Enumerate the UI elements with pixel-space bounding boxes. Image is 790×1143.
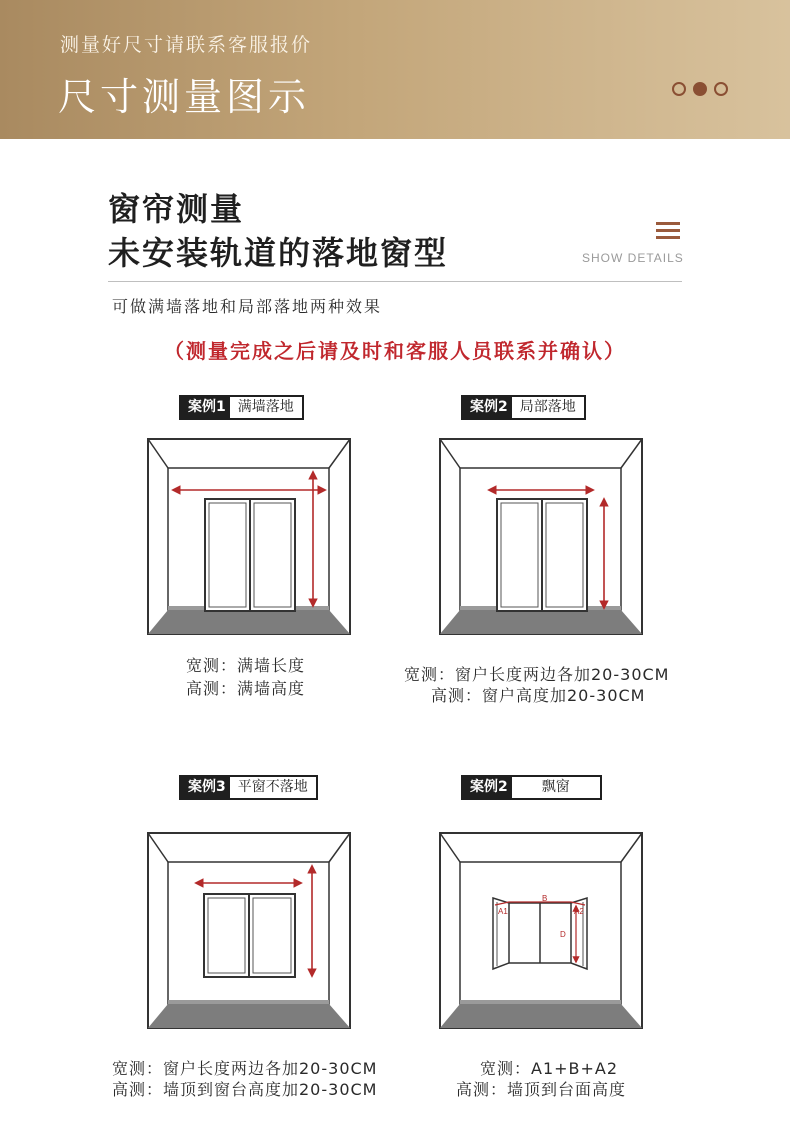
case-tag: 案例2 bbox=[470, 779, 508, 795]
header-subtitle: 测量好尺寸请联系客服报价 bbox=[60, 34, 313, 56]
case-height-caption: 高测：满墙高度 bbox=[186, 679, 306, 698]
hamburger-menu-icon[interactable] bbox=[656, 222, 680, 240]
show-details-link[interactable]: SHOW DETAILS bbox=[582, 251, 684, 265]
diagram-full-wall-floor bbox=[147, 438, 351, 635]
case-name: 平窗不落地 bbox=[230, 777, 316, 798]
diagram-bay-window bbox=[439, 832, 643, 1029]
case-width-caption: 宽测：窗户长度两边各加20-30CM bbox=[404, 665, 670, 684]
case-height-caption: 高测：墙顶到台面高度 bbox=[456, 1080, 627, 1099]
header-title: 尺寸测量图示 bbox=[58, 75, 311, 119]
carousel-dots bbox=[672, 82, 728, 96]
case-width-caption: 宽测：A1+B+A2 bbox=[480, 1059, 619, 1078]
carousel-dot[interactable] bbox=[714, 82, 728, 96]
section-title-line1: 窗帘测量 bbox=[108, 190, 245, 228]
carousel-dot-active[interactable] bbox=[693, 82, 707, 96]
label-a1: A1 bbox=[498, 907, 508, 916]
case-width-caption: 宽测：满墙长度 bbox=[186, 656, 306, 675]
divider bbox=[108, 281, 682, 282]
section-title-line2: 未安装轨道的落地窗型 bbox=[108, 234, 449, 272]
case-label-1 bbox=[179, 395, 304, 420]
case-height-caption: 高测：墙顶到窗台高度加20-30CM bbox=[112, 1080, 378, 1099]
case-name: 飘窗 bbox=[512, 777, 600, 798]
case-label-3 bbox=[179, 775, 318, 800]
case-name: 满墙落地 bbox=[230, 397, 302, 418]
case-label-2 bbox=[461, 395, 586, 420]
case-label-4 bbox=[461, 775, 602, 800]
case-width-caption: 宽测：窗户长度两边各加20-30CM bbox=[112, 1059, 378, 1078]
notice-text: （测量完成之后请及时和客服人员联系并确认） bbox=[164, 339, 626, 363]
diagram-partial-floor bbox=[439, 438, 643, 635]
section-description: 可做满墙落地和局部落地两种效果 bbox=[112, 297, 383, 316]
label-d: D bbox=[560, 930, 566, 939]
case-tag: 案例2 bbox=[470, 399, 508, 415]
label-a2: A2 bbox=[574, 907, 584, 916]
diagram-flat-window bbox=[147, 832, 351, 1029]
carousel-dot[interactable] bbox=[672, 82, 686, 96]
header-banner bbox=[0, 0, 790, 139]
case-name: 局部落地 bbox=[512, 397, 584, 418]
case-tag: 案例1 bbox=[188, 399, 226, 415]
case-height-caption: 高测：窗户高度加20-30CM bbox=[431, 686, 646, 705]
case-tag: 案例3 bbox=[188, 779, 226, 795]
label-b: B bbox=[542, 894, 548, 903]
